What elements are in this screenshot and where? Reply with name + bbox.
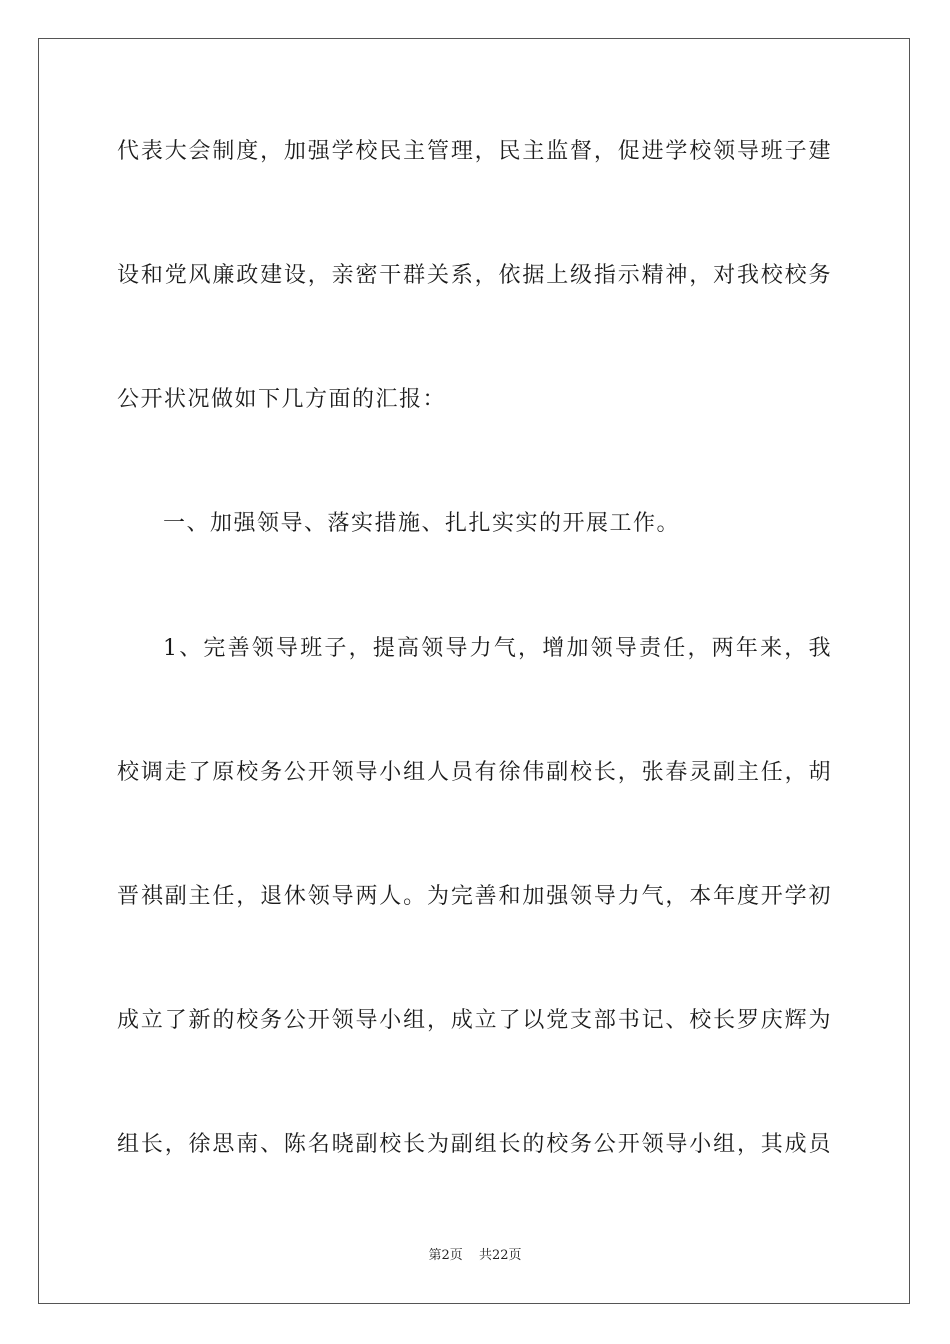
text-line: 晋祺副主任，退休领导两人。为完善和加强领导力气，本年度开学初: [117, 884, 832, 909]
text-line: 成立了新的校务公开领导小组，成立了以党支部书记、校长罗庆辉为: [117, 1008, 832, 1033]
page-footer: [0, 1248, 950, 1264]
text-line: 代表大会制度，加强学校民主管理，民主监督，促进学校领导班子建: [117, 139, 832, 164]
text-line: 校调走了原校务公开领导小组人员有徐伟副校长，张春灵副主任，胡: [117, 760, 832, 785]
section-heading: 一、加强领导、落实措施、扎扎实实的开展工作。: [163, 511, 681, 536]
page-border: [38, 38, 910, 1304]
text-line: 公开状况做如下几方面的汇报：: [117, 387, 447, 412]
page-number: 第2页: [428, 1248, 463, 1263]
text-line: 1、完善领导班子，提高领导力气，增加领导责任，两年来，我: [163, 636, 832, 661]
text-line: 设和党风廉政建设，亲密干群关系，依据上级指示精神，对我校校务: [117, 263, 832, 288]
page-total: 共22页: [478, 1248, 522, 1263]
text-line: 组长，徐思南、陈名晓副校长为副组长的校务公开领导小组，其成员: [117, 1132, 832, 1157]
